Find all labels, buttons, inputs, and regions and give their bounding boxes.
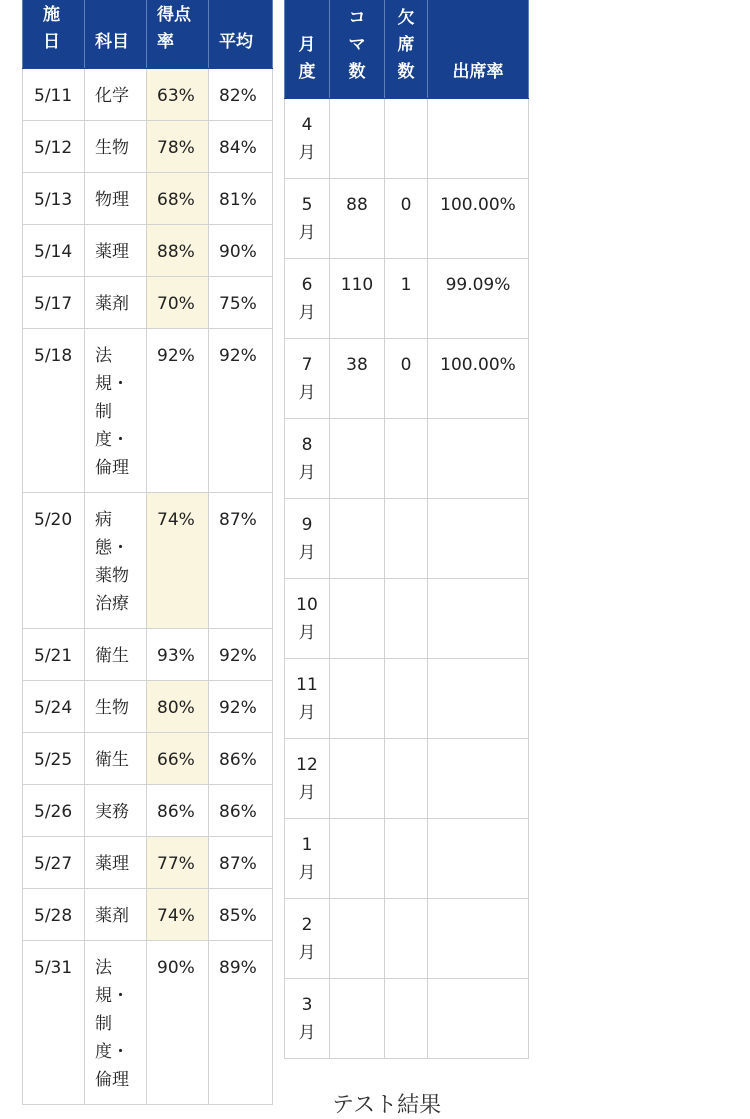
- cell-rate: 78%: [147, 121, 209, 173]
- cell-rate: 74%: [147, 889, 209, 941]
- cell-subject-line: 倫理: [95, 458, 129, 478]
- cell-subject-line: 制: [95, 402, 112, 422]
- cell-month-line: 4: [301, 115, 313, 135]
- attendance-row: [285, 419, 529, 499]
- cell-rate: 93%: [147, 629, 209, 681]
- header-date: [23, 0, 85, 69]
- cell-month-line: 1: [301, 835, 313, 855]
- cell-month-line: 月: [298, 383, 316, 403]
- cell-average: 87%: [209, 837, 273, 889]
- cell-absences: [385, 499, 428, 579]
- header-absences-line: 席: [397, 35, 415, 55]
- cell-date: 5/31: [23, 941, 85, 1105]
- attendance-row: [285, 739, 529, 819]
- cell-classes: [330, 659, 385, 739]
- cell-month-line: 月: [298, 783, 316, 803]
- header-subject: 科目: [85, 0, 147, 69]
- attendance-row: [285, 659, 529, 739]
- score-row: [23, 629, 273, 681]
- attendance-row: [285, 179, 529, 259]
- cell-month-line: 8: [301, 435, 313, 455]
- score-table-header-row: [23, 0, 273, 69]
- header-classes-line: マ: [348, 35, 366, 55]
- cell-month-line: 6: [301, 275, 313, 295]
- cell-month-line: 月: [298, 943, 316, 963]
- cell-subject-line: 規・: [95, 374, 129, 394]
- cell-attendance-rate: [428, 899, 529, 979]
- cell-absences: [385, 899, 428, 979]
- cell-average: 85%: [209, 889, 273, 941]
- cell-average: 75%: [209, 277, 273, 329]
- cell-subject: 薬理: [85, 837, 147, 889]
- cell-average: 92%: [209, 629, 273, 681]
- cell-absences: [385, 659, 428, 739]
- cell-date: 5/24: [23, 681, 85, 733]
- test-score-table: [22, 0, 273, 1105]
- cell-month: [285, 179, 330, 259]
- cell-month: [285, 259, 330, 339]
- cell-subject-line: 倫理: [95, 1070, 129, 1090]
- header-absences: [385, 0, 428, 99]
- score-row: [23, 173, 273, 225]
- cell-date: 5/21: [23, 629, 85, 681]
- attendance-table-header-row: [285, 0, 529, 99]
- cell-average: 90%: [209, 225, 273, 277]
- cell-attendance-rate: [428, 739, 529, 819]
- cell-absences: [385, 579, 428, 659]
- header-month-line: 度: [298, 62, 316, 82]
- cell-month-line: 月: [298, 223, 316, 243]
- cell-subject-line: 法: [95, 958, 112, 978]
- cell-attendance-rate: [428, 99, 529, 179]
- attendance-row: [285, 259, 529, 339]
- cell-absences: [385, 739, 428, 819]
- header-classes-line: 数: [348, 62, 366, 82]
- cell-classes: [330, 499, 385, 579]
- cell-date: 5/14: [23, 225, 85, 277]
- cell-subject-line: 病: [95, 510, 112, 530]
- cell-rate: 68%: [147, 173, 209, 225]
- cell-subject-line: 度・: [95, 1042, 129, 1062]
- attendance-row: [285, 99, 529, 179]
- header-month: [285, 0, 330, 99]
- cell-attendance-rate: 100.00%: [428, 179, 529, 259]
- cell-subject: 実務: [85, 785, 147, 837]
- cell-classes: [330, 579, 385, 659]
- cell-subject-line: 度・: [95, 430, 129, 450]
- header-rate-line: 率: [157, 32, 174, 52]
- cell-date: 5/18: [23, 329, 85, 493]
- cell-date: 5/12: [23, 121, 85, 173]
- attendance-row: [285, 339, 529, 419]
- cell-absences: 1: [385, 259, 428, 339]
- attendance-row: [285, 819, 529, 899]
- cell-attendance-rate: [428, 499, 529, 579]
- cell-subject: 薬剤: [85, 277, 147, 329]
- cell-absences: [385, 979, 428, 1059]
- cell-attendance-rate: [428, 579, 529, 659]
- cell-month-line: 11: [296, 675, 318, 695]
- cell-classes: [330, 819, 385, 899]
- cell-month-line: 5: [301, 195, 313, 215]
- cell-average: 82%: [209, 69, 273, 121]
- cell-date: 5/20: [23, 493, 85, 629]
- cell-subject: 衛生: [85, 733, 147, 785]
- cell-classes: [330, 419, 385, 499]
- score-table-body: [23, 69, 273, 1105]
- cell-classes: [330, 99, 385, 179]
- cell-subject: 薬剤: [85, 889, 147, 941]
- cell-month: [285, 979, 330, 1059]
- cell-month-line: 7: [301, 355, 313, 375]
- header-date-line: 日: [43, 32, 60, 52]
- cell-classes: 88: [330, 179, 385, 259]
- cell-date: 5/25: [23, 733, 85, 785]
- cell-month: [285, 499, 330, 579]
- score-row: [23, 225, 273, 277]
- cell-date: 5/17: [23, 277, 85, 329]
- cell-month: [285, 739, 330, 819]
- cell-rate: 88%: [147, 225, 209, 277]
- cell-classes: [330, 979, 385, 1059]
- attendance-table: [284, 0, 529, 1059]
- header-classes-line: コ: [348, 8, 366, 28]
- cell-month-line: 月: [298, 703, 316, 723]
- cell-subject: [85, 329, 147, 493]
- cell-date: 5/27: [23, 837, 85, 889]
- attendance-row: [285, 979, 529, 1059]
- cell-rate: 80%: [147, 681, 209, 733]
- cell-month: [285, 339, 330, 419]
- cell-month-line: 月: [298, 303, 316, 323]
- cell-absences: 0: [385, 179, 428, 259]
- header-attendance-rate: 出席率: [428, 0, 529, 99]
- cell-month-line: 9: [301, 515, 313, 535]
- cell-rate: 77%: [147, 837, 209, 889]
- cell-absences: [385, 99, 428, 179]
- cell-average: 81%: [209, 173, 273, 225]
- score-row: [23, 277, 273, 329]
- cell-subject-line: 治療: [95, 594, 129, 614]
- header-absences-line: 欠: [397, 8, 415, 28]
- cell-average: 87%: [209, 493, 273, 629]
- cell-absences: 0: [385, 339, 428, 419]
- score-row: [23, 681, 273, 733]
- cell-subject: 物理: [85, 173, 147, 225]
- cell-subject-line: 法: [95, 346, 112, 366]
- cell-date: 5/28: [23, 889, 85, 941]
- cell-month-line: 月: [298, 623, 316, 643]
- section-caption: テスト結果: [332, 1093, 442, 1118]
- cell-attendance-rate: [428, 659, 529, 739]
- cell-attendance-rate: 99.09%: [428, 259, 529, 339]
- attendance-row: [285, 499, 529, 579]
- cell-date: 5/26: [23, 785, 85, 837]
- cell-average: 89%: [209, 941, 273, 1105]
- cell-month: [285, 579, 330, 659]
- cell-subject: 生物: [85, 681, 147, 733]
- cell-absences: [385, 419, 428, 499]
- header-date-line: 施: [43, 5, 60, 25]
- cell-rate: 86%: [147, 785, 209, 837]
- score-row: [23, 889, 273, 941]
- attendance-row: [285, 579, 529, 659]
- cell-average: 84%: [209, 121, 273, 173]
- cell-subject-line: 規・: [95, 986, 129, 1006]
- score-row: [23, 785, 273, 837]
- cell-month: [285, 899, 330, 979]
- cell-attendance-rate: 100.00%: [428, 339, 529, 419]
- cell-month-line: 12: [296, 755, 318, 775]
- score-row: [23, 69, 273, 121]
- cell-attendance-rate: [428, 979, 529, 1059]
- cell-subject-line: 制: [95, 1014, 112, 1034]
- cell-date: 5/11: [23, 69, 85, 121]
- cell-subject: [85, 941, 147, 1105]
- cell-month: [285, 659, 330, 739]
- cell-date: 5/13: [23, 173, 85, 225]
- header-rate: [147, 0, 209, 69]
- cell-average: 92%: [209, 681, 273, 733]
- cell-attendance-rate: [428, 819, 529, 899]
- cell-subject: 薬理: [85, 225, 147, 277]
- cell-classes: [330, 739, 385, 819]
- cell-month-line: 月: [298, 143, 316, 163]
- score-row: [23, 733, 273, 785]
- cell-month: [285, 419, 330, 499]
- cell-month-line: 月: [298, 463, 316, 483]
- cell-rate: 92%: [147, 329, 209, 493]
- cell-month: [285, 99, 330, 179]
- score-row: [23, 493, 273, 629]
- cell-month-line: 10: [296, 595, 318, 615]
- cell-classes: [330, 899, 385, 979]
- cell-attendance-rate: [428, 419, 529, 499]
- cell-rate: 63%: [147, 69, 209, 121]
- attendance-row: [285, 899, 529, 979]
- cell-month: [285, 819, 330, 899]
- cell-subject: 衛生: [85, 629, 147, 681]
- header-classes: [330, 0, 385, 99]
- cell-rate: 74%: [147, 493, 209, 629]
- score-row: [23, 329, 273, 493]
- cell-subject: [85, 493, 147, 629]
- cell-classes: 38: [330, 339, 385, 419]
- cell-subject: 化学: [85, 69, 147, 121]
- cell-average: 86%: [209, 733, 273, 785]
- cell-average: 92%: [209, 329, 273, 493]
- cell-month-line: 月: [298, 543, 316, 563]
- cell-month-line: 2: [301, 915, 313, 935]
- cell-rate: 70%: [147, 277, 209, 329]
- cell-rate: 90%: [147, 941, 209, 1105]
- header-month-line: 月: [298, 35, 316, 55]
- score-row: [23, 837, 273, 889]
- header-rate-line: 得点: [157, 5, 191, 25]
- score-row: [23, 941, 273, 1105]
- cell-subject-line: 態・: [95, 538, 129, 558]
- cell-subject: 生物: [85, 121, 147, 173]
- header-average: 平均: [209, 0, 273, 69]
- cell-month-line: 月: [298, 863, 316, 883]
- attendance-table-body: [285, 99, 529, 1059]
- cell-classes: 110: [330, 259, 385, 339]
- cell-average: 86%: [209, 785, 273, 837]
- cell-rate: 66%: [147, 733, 209, 785]
- header-absences-line: 数: [397, 62, 415, 82]
- cell-subject-line: 薬物: [95, 566, 129, 586]
- cell-month-line: 3: [301, 995, 313, 1015]
- cell-absences: [385, 819, 428, 899]
- cell-month-line: 月: [298, 1023, 316, 1043]
- score-row: [23, 121, 273, 173]
